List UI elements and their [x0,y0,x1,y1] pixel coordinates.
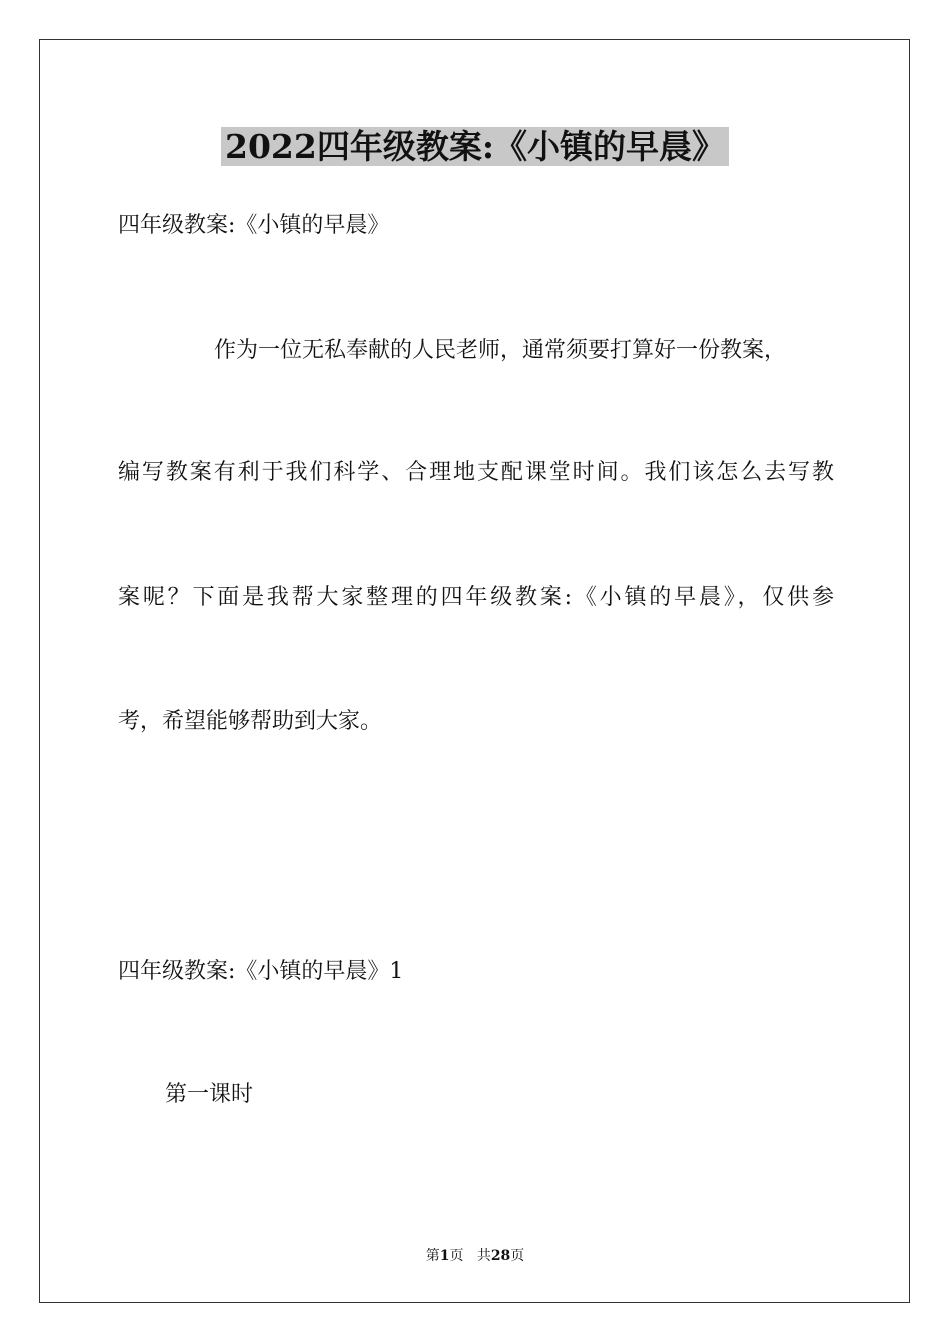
lesson-label: 第一课时 [165,1082,254,1107]
section-heading: 四年级教案:《小镇的早晨》1 [118,959,404,984]
intro-line-4: 考，希望能够帮助到大家。 [118,709,383,734]
document-title [0,126,950,168]
footer-page-suffix: 页 [449,1248,464,1264]
footer-prefix: 第 [425,1248,440,1264]
footer-total-suffix: 页 [510,1248,525,1264]
intro-line-1: 作为一位无私奉献的人民老师，通常须要打算好一份教案， [214,338,787,363]
footer-current-page: 1 [439,1248,450,1264]
intro-line-2: 编写教案有利于我们科学、合理地支配课堂时间。我们该怎么去写教 [118,460,834,485]
intro-line-3: 案呢？下面是我帮大家整理的四年级教案:《小镇的早晨》，仅供参 [118,585,834,610]
page-footer [0,1246,950,1266]
footer-total-prefix: 共 [476,1248,491,1264]
footer-total-pages: 28 [490,1248,511,1264]
document-title-text: 2022四年级教案:《小镇的早晨》 [221,127,729,166]
document-subtitle: 四年级教案:《小镇的早晨》 [118,213,390,238]
